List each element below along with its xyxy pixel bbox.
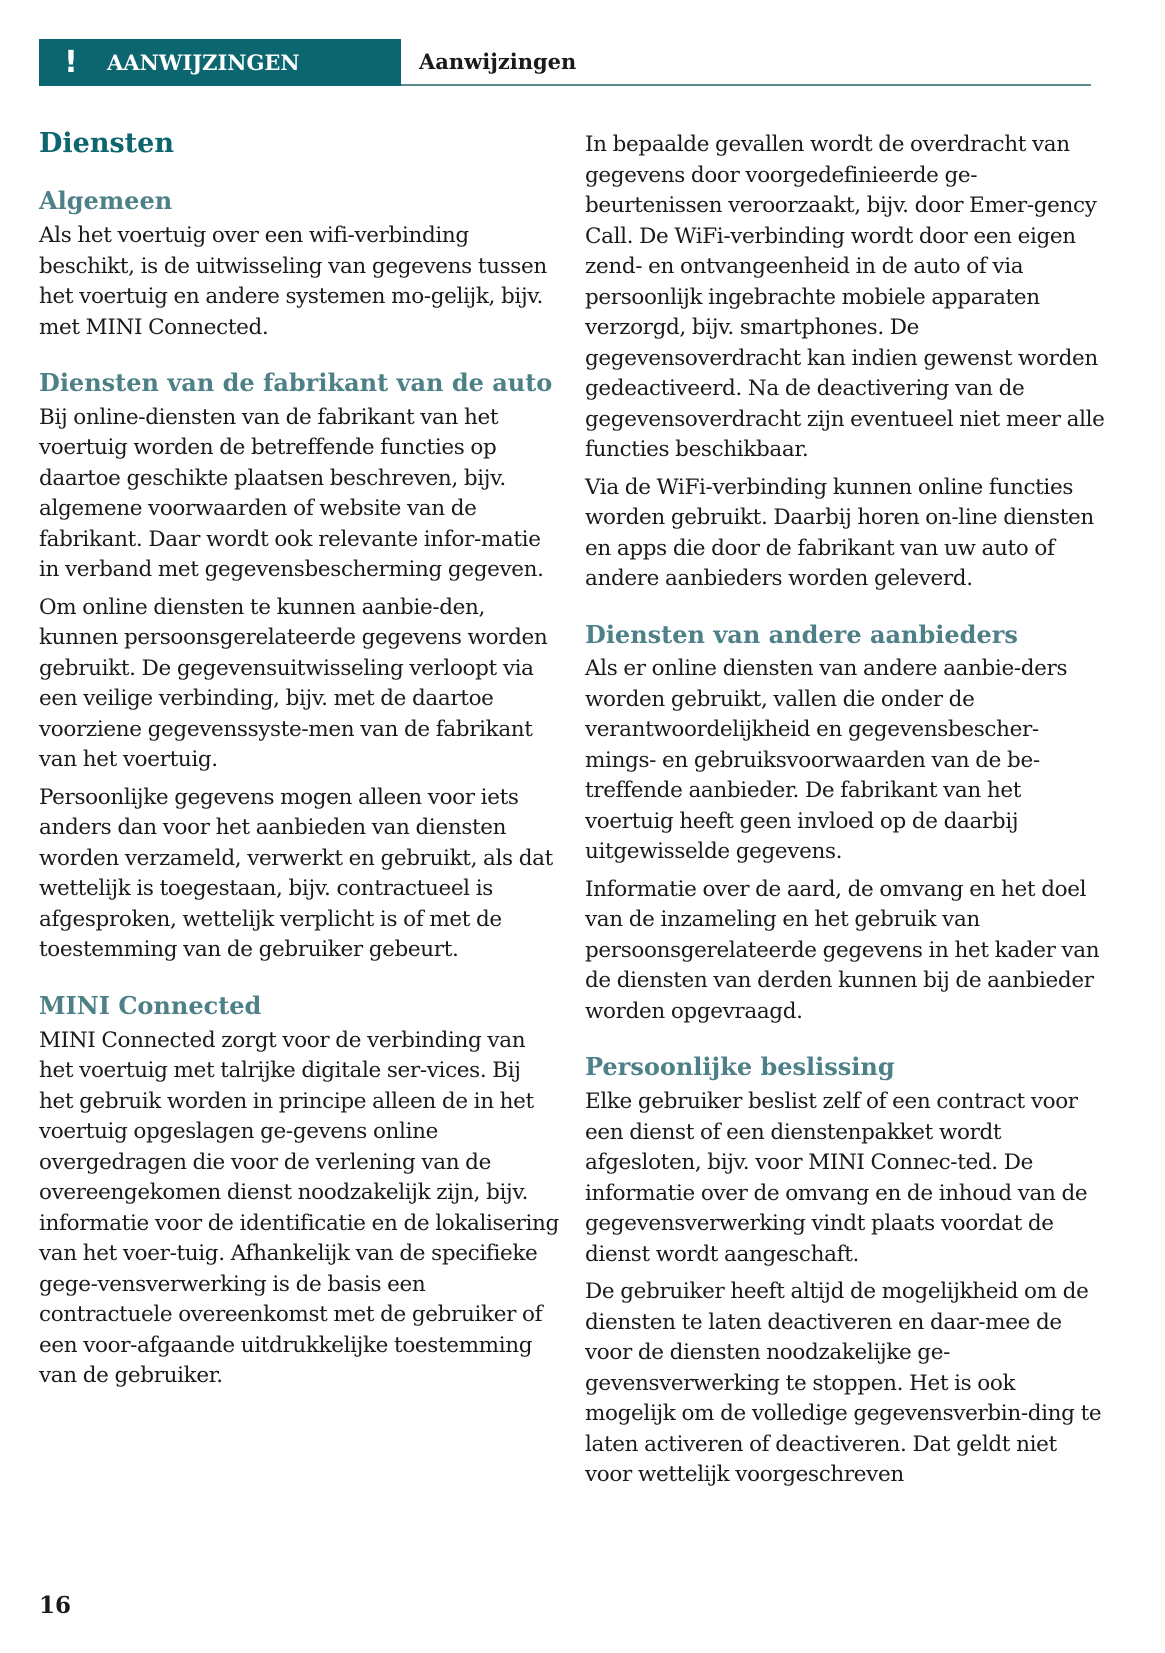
paragraph: Persoonlijke gegevens mogen alleen voor iets anders dan voor het aanbieden van diensten worden verzameld, verwerkt en gebruikt, als dat wettelijk is toegestaan, bijv. contractueel is afgesproken, wettelijk verplicht is of met de toestemming van de gebruiker gebeurt. bbox=[39, 784, 553, 963]
page-number: 16 bbox=[39, 1592, 72, 1619]
right-column bbox=[585, 130, 1105, 1517]
section-heading: Diensten van andere aanbieders bbox=[585, 619, 1018, 649]
paragraph: Om online diensten te kunnen aanbie-den, kunnen persoonsgerelateerde gegevens worden gebruikt. De gegevensuitwisseling verloopt via een veilige verbinding, bijv. met de daartoe voorziene gegevenssyste-men van de fabrikant van het voertuig. bbox=[39, 594, 548, 773]
section-algemeen bbox=[39, 187, 559, 343]
header-title: Aanwijzingen bbox=[419, 49, 577, 74]
paragraph: Als er online diensten van andere aanbie-ders worden gebruikt, vallen die onder de verantwoordelijkheid en gegevensbescher-mings- en gebruiksvoorwaarden van de be-treffende aanbieder. De fabrikant van het voertuig heeft geen invloed op de daarbij uitgewisselde gegevens. bbox=[585, 656, 1068, 865]
section-label: AANWIJZINGEN bbox=[107, 50, 300, 75]
section-tab bbox=[39, 39, 401, 86]
paragraph: Informatie over de aard, de omvang en het doel van de inzameling en het gebruik van persoonsgerelateerde gegevens in het kader van de diensten van derden kunnen bij de aanbieder worden opgevraagd. bbox=[585, 876, 1100, 1024]
left-column bbox=[39, 128, 559, 1418]
section-persoonlijke-beslissing bbox=[585, 1053, 1105, 1490]
section-diensten-fabrikant bbox=[39, 369, 559, 966]
section-intro bbox=[585, 130, 1105, 595]
section-mini-connected bbox=[39, 992, 559, 1392]
section-heading: Persoonlijke beslissing bbox=[585, 1052, 895, 1082]
section-heading: Diensten van de fabrikant van de auto bbox=[39, 368, 553, 398]
paragraph: Elke gebruiker beslist zelf of een contract voor een dienst of een dienstenpakket wordt afgesloten, bijv. voor MINI Connec-ted. De informatie over de omvang en de inhoud van de gegevensverwerking vindt plaats voordat de dienst wordt aangeschaft. bbox=[585, 1089, 1088, 1267]
exclamation-icon: ! bbox=[64, 45, 78, 80]
paragraph: MINI Connected zorgt voor de verbinding van het voertuig met talrijke digitale ser-vices. Bij het gebruik worden in principe alleen de in het voertuig opgeslagen ge-gevens online overgedragen die voor de verlening van de overeengekomen dienst noodzakelijk zijn, bijv. informatie voor de identificatie en de lokalisering van het voer-tuig. Afhankelijk van de specifieke gege-vensverwerking is de basis een contractuele overeenkomst met de gebruiker of een voor-afgaande uitdrukkelijke toestemming van de gebruiker. bbox=[39, 1027, 559, 1389]
paragraph: Via de WiFi-verbinding kunnen online functies worden gebruikt. Daarbij horen on-line diensten en apps die door de fabrikant van uw auto of andere aanbieders worden geleverd. bbox=[585, 474, 1094, 591]
section-andere-aanbieders bbox=[585, 621, 1105, 1028]
page-header bbox=[39, 39, 1091, 86]
paragraph: Als het voertuig over een wifi-verbinding beschikt, is de uitwisseling van gegevens tussen het voertuig en andere systemen mo-gelijk, bijv. met MINI Connected. bbox=[39, 223, 547, 340]
paragraph: Bij online-diensten van de fabrikant van het voertuig worden de betreffende functies op daartoe geschikte plaatsen beschreven, bijv. algemene voorwaarden of website van de fabrikant. Daar wordt ook relevante infor-matie in verband met gegevensbescherming gegeven. bbox=[39, 404, 544, 583]
page-title: Diensten bbox=[39, 128, 174, 159]
paragraph: In bepaalde gevallen wordt de overdracht van gegevens door voorgedefinieerde ge-beurtenissen veroorzaakt, bijv. door Emer-gency Call. De WiFi-verbinding wordt door een eigen zend- en ontvangeenheid in de auto of via persoonlijk ingebrachte mobiele apparaten verzorgd, bijv. smartphones. De gegevensoverdracht kan indien gewenst worden gedeactiveerd. Na de deactivering van de gegevensoverdracht zijn eventueel niet meer alle functies beschikbaar. bbox=[585, 132, 1105, 462]
section-heading: MINI Connected bbox=[39, 990, 262, 1020]
section-heading: Algemeen bbox=[39, 186, 173, 216]
paragraph: De gebruiker heeft altijd de mogelijkheid om de diensten te laten deactiveren en daar-mee de voor de diensten noodzakelijke ge-gevensverwerking te stoppen. Het is ook mogelijk om de volledige gegevensverbin-ding te laten activeren of deactiveren. Dat geldt niet voor wettelijk voorgeschreven bbox=[585, 1279, 1102, 1488]
